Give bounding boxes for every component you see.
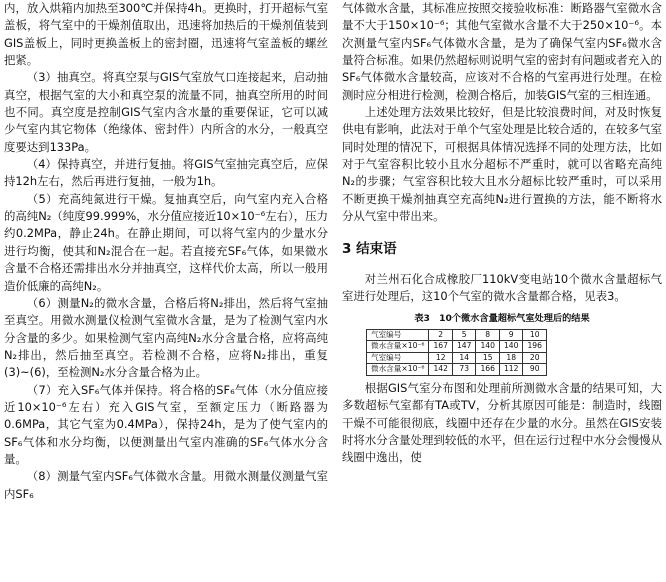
table-cell: 147 bbox=[452, 341, 476, 353]
section-heading-conclusion: 3 结束语 bbox=[342, 241, 397, 258]
paragraph-step-4-hold-vacuum: （4）保持真空，并进行复抽。将GIS气室抽完真空后，应保持12h左右，然后再进行复抽，一般为1h。 bbox=[4, 157, 328, 189]
paragraph-step-6-measure-n2: （6）测量N₂的微水含量，合格后将N₂排出，然后将气室抽至真空。用微水测量仪检测气室微水含量，是为了检测气室内水分含量的多少。如果检测气室内高纯N₂水分含量合格，应将高纯N₂排出，然后抽至真空。若检测不合格，应将N₂排出，重复(3)~(6)，至检测N₂水分含量合格为止。 bbox=[4, 295, 328, 380]
results-table bbox=[366, 329, 547, 376]
table-cell: 9 bbox=[499, 329, 523, 341]
table-cell: 12 bbox=[429, 352, 453, 364]
table-cell: 5 bbox=[452, 329, 476, 341]
table-caption: 表3 10个微水含量超标气室处理后的结果 bbox=[414, 312, 590, 324]
table-cell: 20 bbox=[523, 352, 547, 364]
table-cell: 166 bbox=[476, 364, 500, 376]
table-row bbox=[367, 329, 547, 341]
table-row-header: 气室编号 bbox=[367, 352, 429, 364]
table-cell: 8 bbox=[476, 329, 500, 341]
table-cell: 196 bbox=[523, 341, 547, 353]
table-cell: 15 bbox=[476, 352, 500, 364]
paragraph-closing-analysis: 根据GIS气室分布图和处理前所测微水含量的结果可知，大多数超标气室都有TA或TV，分析其原因可能是：制造时，线圈干燥不可能很彻底，线圈中还存在少量的水分。虽然在GIS安装时将水分含量处理到较低的水平，但在运行过程中水分会慢慢从线圈中逸出，使 bbox=[342, 380, 662, 465]
right-column bbox=[342, 0, 662, 467]
table-cell: 140 bbox=[499, 341, 523, 353]
left-column bbox=[4, 0, 328, 503]
table-row-header: 微水含量×10⁻⁶ bbox=[367, 364, 429, 376]
table-cell: 142 bbox=[429, 364, 453, 376]
table-row bbox=[367, 341, 547, 353]
table-row-header: 微水含量×10⁻⁶ bbox=[367, 341, 429, 353]
paragraph-acceptance-standard: 气体微水含量，其标准应按照交接验收标准：断路器气室微水含量不大于150×10⁻⁶；其他气室微水含量不大于250×10⁻⁶。本次测量气室内SF₆气体微水含量，是为了确保气室内SF₆微水含量符合标准。如果仍然超标则说明气室的密封有问题或者充入的SF₆气体微水含量较高，应该对不合格的气室再进行处理。在检测时应分相进行检测，检测合格后，加装GIS气室的三相连通。 bbox=[342, 1, 662, 102]
table-cell: 112 bbox=[499, 364, 523, 376]
table-cell: 140 bbox=[476, 341, 500, 353]
paragraph-step-5-nitrogen: （5）充高纯氮进行干燥。复抽真空后，向气室内充入合格的高纯N₂（纯度99.999%，水分值应接近10×10⁻⁶左右），压力约0.2MPa，静止24h。在静止期间，可以将气室内的少量水分进行均衡，使其和N₂混合在一起。若直接充SF₆气体，如果微水含量不合格还需排出水分并抽真空，这样代价太高，所以一般用造价低廉的高纯N₂。 bbox=[4, 191, 328, 293]
table-row bbox=[367, 352, 547, 364]
table-cell: 167 bbox=[429, 341, 453, 353]
paragraph-conclusion: 对兰州石化合成橡胶厂110kV变电站10个微水含量超标气室进行处理后，这10个气室的微水含量都合格，见表3。 bbox=[342, 271, 662, 304]
table-cell: 73 bbox=[452, 364, 476, 376]
paragraph-step-3-vacuum: （3）抽真空。将真空泵与GIS气室放气口连接起来，启动抽真空，根据气室的大小和真空泵的流量不同，抽真空所用的时间也不同。真空度是控制GIS气室内含水量的重要保证，它可以减少气室内其它物体（绝缘体、密封件）内所含的水分，一般真空度要达到133Pa。 bbox=[4, 70, 328, 154]
table-cell: 90 bbox=[523, 364, 547, 376]
table-cell: 18 bbox=[499, 352, 523, 364]
paragraph-drying-agent: 内，放入烘箱内加热至300℃并保持4h。更换时，打开超标气室盖板，将气室中的干燥剂值取出，迅速将加热后的干燥剂值装到GIS盖板上，同时更换盖板上的密封圈，迅速将气室盖板的螺丝把紧。 bbox=[4, 1, 328, 68]
table-cell: 14 bbox=[452, 352, 476, 364]
table-cell: 2 bbox=[429, 329, 453, 341]
paragraph-step-8-measure-sf6: （8）测量气室内SF₆气体微水含量。用微水测量仪测量气室内SF₆ bbox=[4, 469, 328, 501]
paragraph-step-7-fill-sf6: （7）充入SF₆气体并保持。将合格的SF₆气体（水分值应接近10×10⁻⁶左右）充入GIS气室，至额定压力（断路器为0.6MPa，其它气室为0.4MPa），保持24h，是为了使气室内的SF₆气体和水分均衡，以便测量出气室内准确的SF₆气体水分含量。 bbox=[4, 382, 328, 466]
table-cell: 10 bbox=[523, 329, 547, 341]
paragraph-method-discussion: 上述处理方法效果比较好，但是比较浪费时间，对及时恢复供电有影响，此法对于单个气室处理是比较合适的，在较多气室同时处理的情况下，可根据具体情况选择不同的处理方法，比如对于气室容积比较小且水分超标不严重时，就可以省略充高纯N₂的步骤；气室容积比较大且水分超标比较严重时，可以采用不断更换干燥剂抽真空充高纯N₂进行置换的方法，能不断将水分从气室中带出来。 bbox=[342, 105, 662, 224]
table-row bbox=[367, 364, 547, 376]
table-row-header: 气室编号 bbox=[367, 329, 429, 341]
